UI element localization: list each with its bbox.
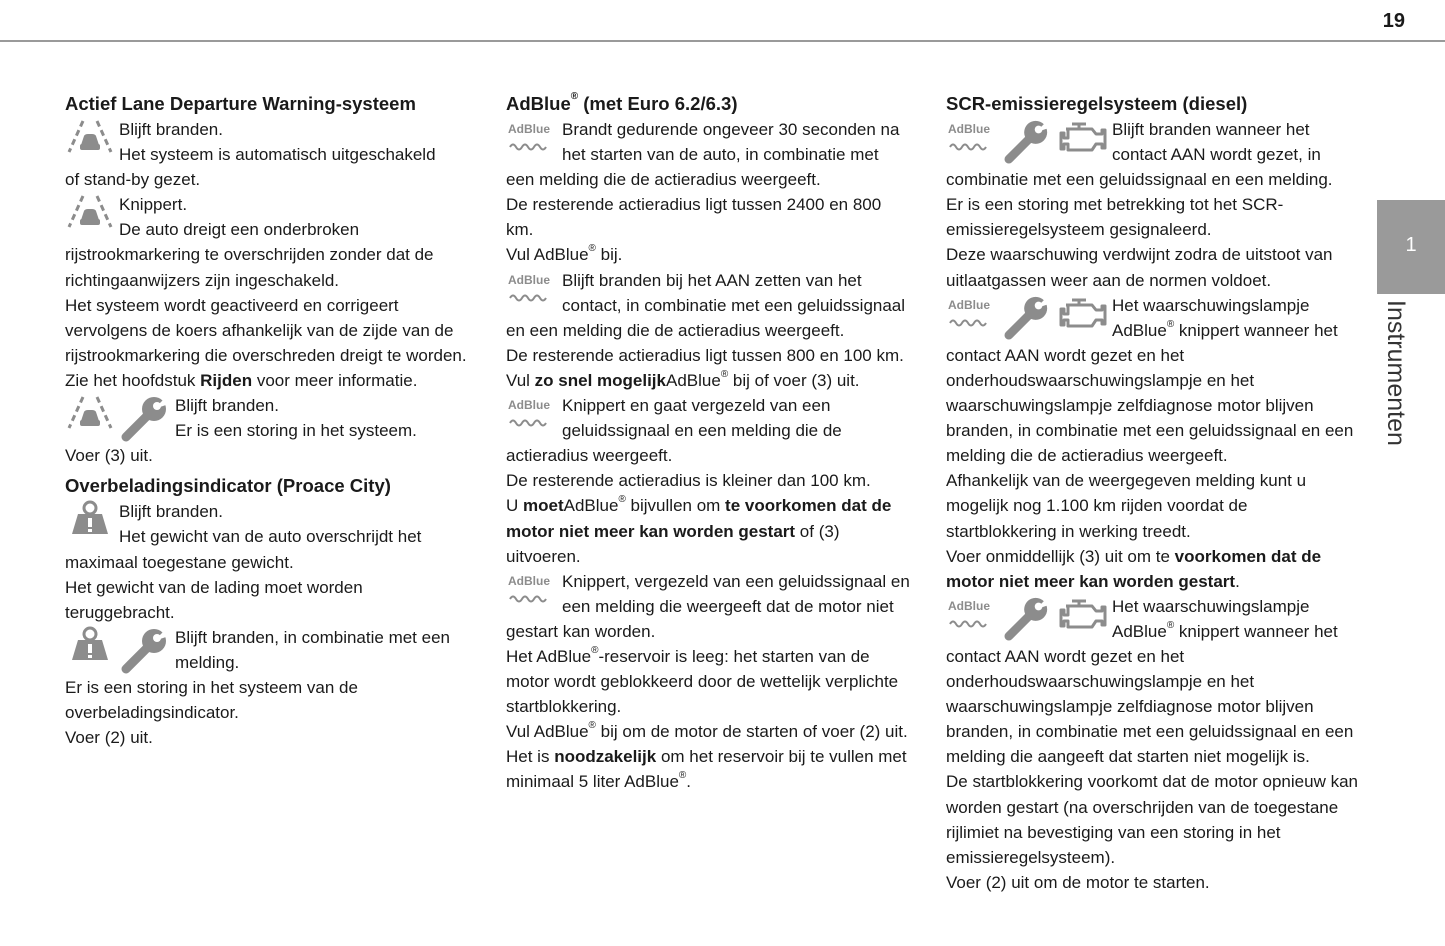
- paragraph: Het systeem wordt geactiveerd en corrigeert vervolgens de koers afhankelijk van de zijde van de rijstrookmarkering die overschreden dreigt te worden.: [65, 295, 467, 365]
- wrench-icon: [1004, 294, 1052, 340]
- text: bij of voer (3) uit.: [728, 370, 860, 390]
- indicator-description: Het systeem is automatisch uitgeschakeld: [119, 145, 436, 165]
- indicator-description: knippert wanneer het contact AAN wordt gezet en het onderhoudswaarschuwingslampje en het waarschuwingslampje zelfdiagnose motor blijven branden, in combinatie met een geluidssignaal en een melding die de actieradius weergeeft.: [946, 320, 1354, 466]
- engine-icon: [1058, 294, 1108, 334]
- indicator-paragraph: [506, 268, 911, 343]
- adblue-icon-text: AdBlue: [948, 297, 990, 312]
- wrench-icon: [121, 626, 171, 674]
- chapter-tab-label: Instrumenten: [1382, 300, 1410, 446]
- indicator-description: Het gewicht van de auto overschrijdt het: [119, 527, 422, 547]
- page-number: 19: [1382, 10, 1405, 32]
- overload-weight-icon: [65, 626, 115, 666]
- text: Het waarschuwingslampje AdBlue: [1112, 295, 1310, 340]
- registered-mark: ®: [1166, 619, 1175, 631]
- text: .: [686, 772, 692, 792]
- paragraph: [506, 368, 911, 393]
- text: Vul: [506, 370, 535, 390]
- paragraph: De resterende actieradius ligt tussen 800 en 100 km.: [506, 345, 904, 365]
- text: Het AdBlue: [506, 646, 592, 666]
- emphasis: zo snel mogelijk: [534, 370, 666, 390]
- adblue-icon-text: AdBlue: [508, 122, 550, 136]
- indicator-status: Knippert.: [119, 195, 188, 215]
- indicator-description: Blijft branden bij het AAN zetten van het contact, in combinatie met een geluidssignaal en een melding die de actieradius weergeeft.: [506, 270, 906, 340]
- paragraph: Voer (2) uit om de motor te starten.: [946, 872, 1210, 892]
- indicator-description: Brandt gedurende ongeveer 30 seconden na het starten van de auto, in combinatie met een melding die de actieradius weergeeft.: [506, 120, 900, 190]
- adblue-icon-text: AdBlue: [508, 398, 550, 413]
- registered-mark: ®: [678, 770, 687, 782]
- indicator-paragraph: [946, 293, 1358, 469]
- adblue-icon-text: AdBlue: [508, 573, 550, 588]
- indicator-description: De auto dreigt een onderbroken: [119, 220, 360, 240]
- text: Het waarschuwingslampje AdBlue: [1112, 596, 1310, 641]
- wrench-icon: [1004, 118, 1052, 164]
- indicator-block: [65, 393, 475, 443]
- indicator-paragraph: [506, 393, 911, 468]
- text: AdBlue: [665, 370, 721, 390]
- registered-mark: ®: [1166, 318, 1175, 330]
- section-heading-scr: SCR-emissieregelsysteem (diesel): [946, 93, 1248, 114]
- text: Het is: [506, 747, 555, 767]
- adblue-icon: [506, 269, 558, 307]
- paragraph: Er is een storing met betrekking tot het SCR-emissieregelsysteem gesignaleerd.: [946, 195, 1284, 240]
- adblue-icon: [946, 294, 998, 332]
- text: of (3) uitvoeren.: [506, 521, 840, 566]
- chapter-tab-number: 1: [1405, 234, 1417, 256]
- text: Vul AdBlue: [506, 722, 589, 742]
- indicator-description: Knippert, vergezeld van een geluidssignaal en een melding die weergeeft dat de motor niet gestart kan worden.: [506, 571, 910, 641]
- adblue-icon-text: AdBlue: [948, 598, 990, 613]
- chapter-reference: Rijden: [200, 370, 253, 390]
- registered-mark: ®: [618, 494, 626, 506]
- indicator-paragraph: [946, 117, 1358, 192]
- paragraph: Het gewicht van de lading moet worden teruggebracht.: [65, 577, 363, 622]
- text: bijvullen om: [625, 496, 726, 516]
- text: AdBlue: [506, 93, 571, 114]
- text: AdBlue: [563, 496, 619, 516]
- indicator-block: [65, 117, 475, 167]
- paragraph: of stand-by gezet.: [65, 170, 201, 190]
- text: Voer onmiddellijk (3) uit om te: [946, 546, 1175, 566]
- adblue-icon: [506, 118, 558, 156]
- text: Vul AdBlue: [506, 245, 589, 265]
- text: bij.: [595, 245, 623, 265]
- emphasis: noodzakelijk: [554, 747, 657, 767]
- paragraph: [946, 544, 1358, 594]
- paragraph: De resterende actieradius is kleiner dan 100 km.: [506, 471, 871, 491]
- paragraph: De resterende actieradius ligt tussen 2400 en 800 km.: [506, 195, 882, 240]
- indicator-status: Blijft branden.: [119, 120, 223, 139]
- indicator-status: Blijft branden, in combinatie met een melding.: [175, 627, 450, 672]
- paragraph-reference: [65, 368, 475, 393]
- paragraph: Afhankelijk van de weergegeven melding kunt u mogelijk nog 1.100 km rijden voordat de startblokkering in werking treedt.: [946, 471, 1307, 541]
- column-left: [65, 90, 475, 750]
- adblue-icon-text: AdBlue: [508, 272, 550, 287]
- lane-departure-icon: [65, 394, 115, 432]
- paragraph: [506, 719, 911, 744]
- emphasis: moet: [523, 496, 564, 516]
- section-heading-adblue: [506, 90, 911, 117]
- text: bij om de motor de starten of voer (2) uit.: [595, 722, 908, 742]
- paragraph: De startblokkering voorkomt dat de motor opnieuw kan worden gestart (na overschrijden van de toegestane rijlimiet na bevestiging van een storing in het emissieregelsysteem).: [946, 772, 1358, 867]
- text: .: [1235, 571, 1240, 591]
- paragraph: [506, 493, 911, 568]
- indicator-status: Blijft branden.: [175, 396, 279, 416]
- registered-mark: ®: [588, 720, 596, 732]
- chapter-tab[interactable]: [1377, 200, 1445, 294]
- section-heading-lane-departure: Actief Lane Departure Warning-systeem: [65, 93, 416, 114]
- paragraph: Deze waarschuwing verdwijnt zodra de uitstoot van uitlaatgassen weer aan de normen voldoet.: [946, 245, 1333, 290]
- paragraph: [506, 644, 911, 719]
- indicator-block: [65, 625, 475, 675]
- engine-icon: [1058, 118, 1108, 158]
- paragraph: maximaal toegestane gewicht.: [65, 552, 294, 572]
- registered-mark: ®: [570, 91, 579, 102]
- paragraph: Er is een storing in het systeem van de overbeladingsindicator.: [65, 677, 358, 723]
- text: U: [506, 496, 523, 516]
- paragraph: [506, 744, 911, 794]
- wrench-icon: [1004, 595, 1052, 641]
- adblue-icon-text: AdBlue: [948, 122, 990, 136]
- indicator-status: Blijft branden.: [119, 502, 223, 522]
- text: om het reservoir bij te vullen met minimaal 5 liter AdBlue: [506, 747, 907, 792]
- paragraph: Voer (3) uit.: [65, 446, 153, 466]
- indicator-description: Er is een storing in het systeem.: [175, 421, 417, 441]
- engine-icon: [1058, 595, 1108, 635]
- registered-mark: ®: [588, 243, 596, 255]
- lane-departure-icon: [65, 118, 115, 156]
- indicator-block: [65, 499, 475, 549]
- paragraph: Voer (2) uit.: [65, 728, 153, 748]
- adblue-icon: [946, 595, 998, 633]
- indicator-paragraph: [946, 594, 1358, 770]
- indicator-description: knippert wanneer het contact AAN wordt gezet en het onderhoudswaarschuwingslampje en het waarschuwingslampje zelfdiagnose motor blijven branden, in combinatie met een geluidssignaal en een melding die aangeeft dat starten niet mogelijk is.: [946, 621, 1354, 767]
- indicator-description: Knippert en gaat vergezeld van een geluidssignaal en een melding die de actieradius weergeeft.: [506, 396, 842, 466]
- emphasis: te voorkomen dat de motor niet meer kan worden gestart: [506, 496, 892, 541]
- text: voor meer informatie.: [252, 370, 418, 390]
- registered-mark: ®: [720, 368, 729, 380]
- emphasis: voorkomen dat de motor niet meer kan worden gestart: [946, 546, 1322, 591]
- indicator-paragraph: [506, 117, 911, 192]
- paragraph: [506, 242, 911, 267]
- text: (met Euro 6.2/6.3): [578, 93, 738, 114]
- column-middle: [506, 90, 911, 795]
- column-right: [946, 90, 1358, 895]
- indicator-block: [65, 192, 475, 242]
- text: -reservoir is leeg: het starten van de motor wordt geblokkeerd door de wettelijk verplichte startblokkering.: [506, 646, 899, 717]
- wrench-icon: [121, 394, 171, 442]
- section-heading-overload: Overbeladingsindicator (Proace City): [65, 475, 391, 497]
- lane-departure-icon: [65, 193, 115, 231]
- indicator-description: Blijft branden wanneer het contact AAN wordt gezet, in combinatie met een geluidssignaal en een melding.: [946, 120, 1333, 190]
- adblue-icon: [506, 570, 558, 608]
- adblue-icon: [946, 118, 998, 156]
- indicator-paragraph: [506, 569, 911, 644]
- overload-weight-icon: [65, 500, 115, 540]
- text: Zie het hoofdstuk: [65, 370, 201, 390]
- adblue-icon: [506, 394, 558, 432]
- registered-mark: ®: [591, 644, 599, 656]
- header-divider: [0, 40, 1445, 42]
- paragraph: rijstrookmarkering te overschrijden zonder dat de richtingaanwijzers zijn ingeschakeld.: [65, 245, 434, 290]
